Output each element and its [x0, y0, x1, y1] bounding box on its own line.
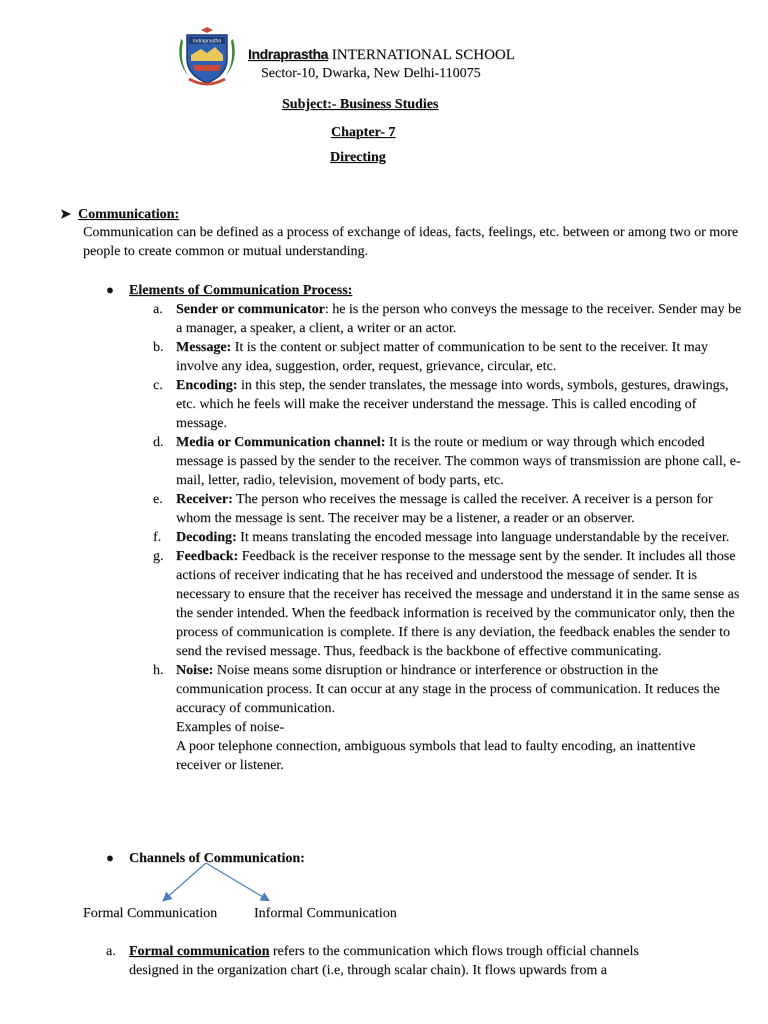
- item-term: Formal communication: [129, 944, 270, 959]
- item-text: : he is the person who conveys the message to the receiver. Sender may be a manager, a speaker, a client, a writer or an actor.: [176, 302, 742, 336]
- item-text: It is the content or subject matter of communication to be sent to the receiver. It may involve any idea, suggestion, order, request, grievance, circular, etc.: [176, 340, 708, 374]
- subject-title: Subject:- Business Studies: [282, 97, 439, 112]
- chapter-title: Chapter- 7: [331, 125, 396, 140]
- list-item: [153, 547, 743, 661]
- item-letter: d.: [153, 435, 164, 450]
- list-item: [153, 376, 743, 433]
- school-address: Sector-10, Dwarka, New Delhi-110075: [261, 66, 481, 81]
- arrow-to-formal: [164, 863, 206, 900]
- logo-text: Indraprastha: [192, 38, 222, 45]
- item-letter: g.: [153, 549, 164, 564]
- item-term: Encoding:: [176, 378, 238, 393]
- bullet-icon: ●: [106, 282, 114, 297]
- item-text-continued: designed in the organization chart (i.e, through scalar chain). It flows upwards from a: [129, 963, 607, 978]
- item-text: refers to the communication which flows trough official channels: [269, 944, 639, 959]
- item-term: Media or Communication channel:: [176, 435, 386, 450]
- item-term: Decoding:: [176, 530, 237, 545]
- school-crest-icon: [171, 27, 243, 89]
- bullet-icon: ●: [106, 850, 114, 865]
- channels-diagram: [150, 860, 280, 910]
- noise-examples-label: Examples of noise-: [176, 720, 285, 735]
- communication-definition: Communication can be defined as a process of exchange of ideas, facts, feelings, etc. between or among two or more people to create common or mutual understanding.: [83, 225, 739, 259]
- informal-communication-label: Informal Communication: [254, 906, 397, 921]
- channels-heading-text: Channels of Communication:: [129, 851, 305, 866]
- item-text: The person who receives the message is called the receiver. A receiver is a person for whom the message is sent. The receiver may be a listener, a reader or an observer.: [176, 492, 713, 526]
- school-name: [248, 45, 515, 65]
- formal-communication-paragraph: [106, 942, 746, 980]
- list-item: [153, 433, 743, 490]
- noise-examples-text: A poor telephone connection, ambiguous symbols that lead to faulty encoding, an inattentive receiver or listener.: [176, 739, 696, 773]
- item-term: Feedback:: [176, 549, 239, 564]
- item-letter: a.: [153, 302, 163, 317]
- item-letter: f.: [153, 530, 162, 545]
- item-term: Receiver:: [176, 492, 233, 507]
- formal-communication-label: Formal Communication: [83, 906, 218, 921]
- communication-heading-text: Communication:: [78, 207, 180, 222]
- elements-heading: [106, 280, 352, 300]
- item-term: Sender or communicator: [176, 302, 325, 317]
- school-logo: [171, 27, 243, 89]
- item-text: It means translating the encoded message into language understandable by the receiver.: [236, 530, 730, 545]
- list-item: [153, 338, 743, 376]
- list-item: [153, 300, 743, 338]
- item-letter: c.: [153, 378, 163, 393]
- item-term: Message:: [176, 340, 232, 355]
- item-letter: a.: [106, 944, 116, 959]
- school-brand: Indraprastha: [248, 46, 328, 62]
- list-item: [153, 528, 743, 547]
- topic-title: Directing: [330, 150, 386, 165]
- item-text: Noise means some disruption or hindrance or interference or obstruction in the communication process. It can occur at any stage in the process of communication. It reduces the accuracy of communication.: [176, 663, 720, 716]
- item-text: Feedback is the receiver response to the message sent by the sender. It includes all those actions of receiver indicating that he has received and understood the message of sender. It is necessary to ensure that the receiver has received the message and understand it in the same sense as the sender intended. When the feedback information is received by the communicator only, then the process of communication is complete. If there is any deviation, the feedback enables the sender to send the revised message. Thus, feedback is the backbone of effective communicating.: [176, 549, 740, 659]
- item-letter: b.: [153, 340, 164, 355]
- item-text: in this step, the sender translates, the message into words, symbols, gestures, drawings, etc. which he feels will make the receiver understand the message. This is called encoding of message.: [176, 378, 729, 431]
- school-name-rest: INTERNATIONAL SCHOOL: [328, 47, 515, 63]
- arrow-bullet-icon: ➤: [60, 206, 71, 221]
- item-letter: e.: [153, 492, 163, 507]
- item-letter: h.: [153, 663, 164, 678]
- item-text: It is the route or medium or way through which encoded message is passed by the sender to the receiver. The common ways of transmission are phone call, e-mail, letter, radio, television, movement of body parts, etc.: [176, 435, 741, 488]
- elements-list: [153, 300, 743, 775]
- item-term: Noise:: [176, 663, 214, 678]
- list-item: [153, 490, 743, 528]
- communication-heading: [60, 204, 179, 224]
- arrow-to-informal: [206, 863, 268, 900]
- list-item: [153, 661, 743, 775]
- elements-heading-text: Elements of Communication Process:: [129, 283, 353, 298]
